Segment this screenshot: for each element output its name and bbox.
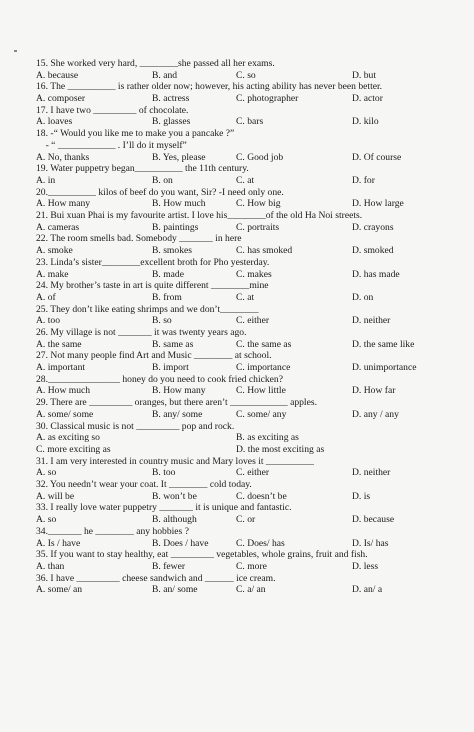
question-stem: 25. They don’t like eating shrimps and we don’t________ [36,303,259,315]
answer-option: A. loaves [36,116,73,128]
answer-option: D. unimportance [352,362,417,374]
answer-option: C. a/ an [236,584,266,596]
answer-option: C. bars [236,116,264,128]
question-stem: 20.__________ kilos of beef do you want, Sir? -I need only one. [36,186,284,198]
answer-options [36,70,456,82]
answer-options [36,339,456,351]
answer-option: B. actress [152,93,190,105]
question-stem: 21. Bui xuan Phai is my favourite artist. I love his________of the old Ha Noi streets. [36,210,363,222]
answer-option: C. the same as [236,338,292,350]
question-stem: 23. Linda’s sister________excellent broth for Pho yesterday. [36,256,270,268]
answer-option: B. Yes, please [152,151,206,163]
answer-options [36,362,456,374]
question-stem: 34._______ he ________ any hobbies ? [36,525,189,537]
answer-option: D. is [352,490,371,502]
answer-option: B. any/ some [152,408,203,420]
answer-option: A. some/ an [36,584,83,596]
question-stem: 30. Classical music is not _________ pop and rock. [36,420,235,432]
question-stem: 18. -“ Would you like me to make you a pancake ?” [36,128,235,140]
answer-option: C. How little [236,385,286,397]
answer-options [36,432,456,444]
answer-option: C. importance [236,362,291,374]
answer-option: B. made [152,268,184,280]
answer-option: C. either [236,315,270,327]
answer-option: C. Good job [236,151,284,163]
answer-option: D. Is/ has [352,537,389,549]
question-stem: 15. She worked very hard, ________she passed all her exams. [36,58,275,69]
answer-option: C. so [236,69,256,81]
question-stem: 26. My village is not _______ it was twenty years ago. [36,327,247,338]
answer-option: C. at [236,174,255,186]
answer-options [36,93,456,105]
answer-option: A. some/ some [36,408,94,420]
question-stem: 35. If you want to stay healthy, eat _________ vegetables, whole grains, fruit and fish. [36,549,368,561]
answer-option: C. either [236,467,270,479]
answer-options [36,269,456,281]
question-stem: 28._______________ honey do you need to cook fried chicken? [36,373,283,385]
answer-option: B. as exciting as [236,432,299,444]
answer-options [36,245,456,257]
answer-option: B. Does / have [152,537,209,549]
question-stem: 16. The __________ is rather older now; however, his acting ability has never been better. [36,81,383,93]
answer-option: C. Does/ has [236,537,285,549]
question-stem-continued: - “ ____________ . I’ll do it myself” [36,139,187,151]
scan-speck [14,50,17,52]
answer-option: B. smokes [152,245,192,257]
answer-option: C. portraits [236,221,280,233]
answer-option: C. How big [236,198,281,210]
answer-option: D. any / any [352,408,399,420]
answer-options [36,444,456,456]
answer-option: B. too [152,467,176,479]
answer-options [36,409,456,421]
question-stem: 33. I really love water puppetry _______ it is unique and fantastic. [36,502,292,514]
answer-option: A. as exciting so [36,432,100,444]
answer-option: D. How large [352,198,404,210]
answer-option: C. at [236,291,255,303]
answer-option: B. How much [152,198,206,210]
question-stem: 22. The room smells bad. Somebody _______ in here [36,233,242,245]
answer-options [36,222,456,234]
answer-option: A. No, thanks [36,151,90,163]
answer-option: D. neither [352,467,391,479]
answer-option: C. makes [236,268,272,280]
answer-options [36,561,456,573]
answer-option: D. but [352,69,376,81]
answer-option: B. won’t be [152,490,197,502]
question-stem: 32. You needn’t wear your coat. It ________ cold today. [36,479,252,491]
answer-option: C. more [236,560,267,572]
answer-option: D. neither [352,315,391,327]
answer-options [36,538,456,550]
answer-option: B. on [152,174,173,186]
answer-option: D. an/ a [352,584,383,596]
question-stem: 17. I have two _________ of chocolate. [36,104,189,116]
answer-option: B. fewer [152,560,186,572]
answer-option: C. more exciting as [36,443,111,455]
question-stem: 24. My brother’s taste in art is quite different ________mine [36,280,269,292]
question-stem: 36. I have _________ cheese sandwich and ______ ice cream. [36,572,276,584]
answer-option: A. How much [36,385,91,397]
answer-option: B. an/ some [152,584,198,596]
answer-option: B. paintings [152,221,199,233]
answer-option: A. important [36,362,86,374]
question-stem: 19. Water puppetry began__________ the 11th century. [36,163,249,175]
answer-option: C. some/ any [236,408,287,420]
answer-option: C. photographer [236,93,299,105]
answer-options [36,116,456,128]
answer-option: D. the most exciting as [236,443,325,455]
question-stem: 27. Not many people find Art and Music ________ at school. [36,350,272,362]
answer-option: A. the same [36,338,82,350]
answer-option: C. has smoked [236,245,293,257]
answer-option: A. Is / have [36,537,81,549]
answer-option: D. smoked [352,245,394,257]
answer-options [36,292,456,304]
answer-option: A. so [36,467,57,479]
answer-option: A. will be [36,490,75,502]
answer-options [36,152,456,164]
answer-option: D. the same like [352,338,415,350]
answer-option: D. has made [352,268,400,280]
answer-options [36,491,456,503]
answer-option: B. glasses [152,116,191,128]
answer-option: D. kilo [352,116,379,128]
answer-option: D. because [352,514,395,526]
answer-option: D. on [352,291,374,303]
answer-option: B. and [152,69,178,81]
question-stem: 31. I am very interested in country music and Mary loves it __________ [36,455,314,467]
answer-options [36,315,456,327]
answer-options [36,584,456,596]
answer-option: A. too [36,315,60,327]
answer-option: A. smoke [36,245,73,257]
answer-options [36,198,456,210]
answer-option: A. of [36,291,56,303]
answer-option: C. doesn’t be [236,490,287,502]
answer-option: A. so [36,514,57,526]
answer-options [36,467,456,479]
answer-option: A. make [36,268,69,280]
answer-option: A. composer [36,93,86,105]
answer-option: D. for [352,174,375,186]
answer-option: B. from [152,291,182,303]
answer-option: B. so [152,315,172,327]
answer-option: B. although [152,514,197,526]
answer-option: B. How many [152,385,206,397]
answer-option: B. same as [152,338,194,350]
answer-option: A. because [36,69,79,81]
answer-option: A. than [36,560,65,572]
answer-option: A. cameras [36,221,80,233]
answer-option: D. crayons [352,221,394,233]
answer-option: D. Of course [352,151,402,163]
question-stem: 29. There are _________ oranges, but there aren’t ____________ apples. [36,397,317,409]
answer-option: D. less [352,560,379,572]
answer-options [36,514,456,526]
answer-option: A. How many [36,198,91,210]
answer-option: A. in [36,174,56,186]
answer-options [36,385,456,397]
answer-options [36,175,456,187]
answer-option: D. How far [352,385,396,397]
answer-option: B. import [152,362,189,374]
answer-option: D. actor [352,93,383,105]
answer-option: C. or [236,514,256,526]
question-list [36,58,456,596]
